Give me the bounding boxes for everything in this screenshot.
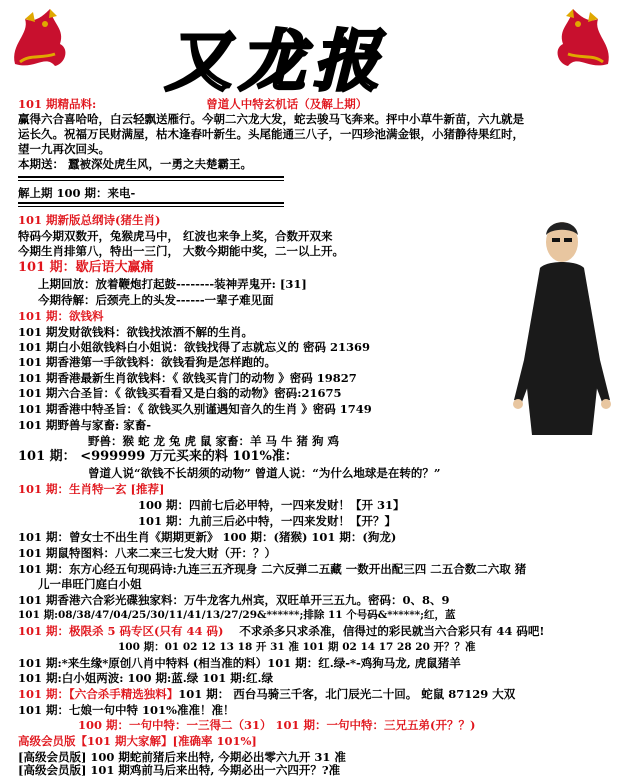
text-line: 野兽：猴 蛇 龙 兔 虎 鼠 家畜：羊 马 牛 猪 狗 鸡 — [88, 434, 340, 448]
text-line: 100 期：四前七后必甲特，一四来发财！【开 31】 — [138, 498, 405, 512]
text-line: 101 期香港最新生肖欲钱料：《 欲钱买肯门的动物 》密码 19827 — [18, 371, 357, 385]
section-heading: 101 期新版总纲诗(猪生肖) — [18, 213, 161, 227]
text-line: 100 期：01 02 12 13 18 开 31 准 101 期 02 14 17 28 20 开？？准 — [118, 641, 476, 653]
section-heading: 101 期：欲钱料 — [18, 309, 104, 323]
text-line: 望一九再次回头。 — [18, 142, 110, 156]
text-line: 101 期： <999999 万元买来的料 101%准： — [18, 449, 298, 464]
text-line: 101 期：七娘一句中特 101%准准！准！ — [18, 703, 235, 717]
section-heading: 100 期：一句中特：一三得二（31） 101 期：一句中特：三兄五弟(开？？) — [78, 718, 476, 732]
text-line: 101 期六合圣旨：《 欲钱买看看又是白翁的动物》密码:21675 — [18, 386, 342, 400]
page-title: 又龙报 — [165, 23, 387, 100]
divider — [18, 202, 284, 204]
dragon-left-icon — [5, 4, 75, 74]
text-line: 今期待解：后颈壳上的头发------一辈子难见面 — [38, 293, 274, 307]
text-line: 101 期白小姐欲钱料白小姐说：欲钱找得了志就忘义的 密码 21369 — [18, 340, 371, 354]
section-label: 101 期精品料: — [18, 97, 97, 111]
text-line: 101 期:08/38/47/04/25/30/11/41/13/27/29&******;排除 11 个号码&******;红，蓝 — [18, 609, 456, 621]
section-heading: 101 期：【六合杀手精选独料】 — [18, 687, 179, 701]
text-line: 101 期发财欲钱料：欲钱找浓酒不解的生肖。 — [18, 325, 254, 339]
text-line: 101 期：曾女士不出生肖《期期更新》 100 期：(猪猴) 101 期：(狗龙) — [18, 530, 397, 544]
text-line: 101 期野兽与家畜: 家畜- — [18, 418, 152, 432]
text-line: 解上期 100 期：来电- — [18, 186, 136, 200]
text-line: 本期送： 蠶被深处虎生风，一勇之夫楚霸王。 — [18, 157, 253, 171]
text-line: 儿一串旺门庭白小姐 — [38, 577, 142, 591]
text-line: 101 期： 西台马骑三千客，北门辰光二十回。 蛇鼠 87129 大双 — [178, 687, 516, 701]
text-line: 101 期：九前三后必中特，一四来发财！【开？】 — [138, 514, 397, 528]
dragon-right-icon — [548, 4, 618, 74]
text-line: 101 期香港中特圣旨：《 欲钱买久别谨遇知音久的生肖 》密码 1749 — [18, 402, 372, 416]
text-line: 特码今期双数开，兔猴虎马中， 红波也来争上奖，合数开双来 — [18, 229, 333, 243]
text-line: 运长久。祝福万民财满屋，枯木逢春叶新生。头尾能通三八子，一四珍池满金银，小猪静待果红时， — [18, 127, 524, 141]
text-line: 101 期香港六合彩光碟独家料：万牛龙客九州宾，双旺单开三五九。密码：0、8、9 — [18, 593, 450, 607]
section-heading: 曾道人中特玄机话（及解上期） — [206, 97, 368, 111]
section-heading: 101 期：极限杀 5 码专区(只有 44 码) — [18, 624, 224, 638]
divider — [18, 180, 284, 181]
person-photo — [512, 210, 612, 440]
text-line: [高级会员版] 101 期鸡前马后来出特, 今期必出一六四开？?准 — [18, 763, 341, 777]
text-line: 不求杀多只求杀准，信得过的彩民就当六合彩只有 44 码吧! — [239, 624, 545, 638]
text-line: 今期生肖排第八，特出一三门， 大数今期能中奖，二一以上开。 — [18, 244, 345, 258]
divider — [18, 176, 284, 178]
divider — [18, 206, 284, 207]
text-line: 赢得六合喜哈哈，白云轻飘送雁行。今朝二六龙大发，蛇去骏马飞奔来。抨中小草牛新苗，六九就是 — [18, 112, 524, 126]
text-line: 上期回放：放着鞭炮打起鼓--------装神弄鬼开: [31] — [38, 277, 307, 291]
text-line: 曾道人说“欲钱不长胡须的动物” 曾道人说：“为什么地球是在转的？” — [88, 466, 441, 480]
text-line: 101 期:白小姐两波: 100 期:蓝.绿 101 期:红.绿 — [18, 671, 274, 685]
text-line: 101 期香港第一手欲钱料：欲钱看狗是怎样跑的。 — [18, 355, 277, 369]
section-heading: 高级会员版【101 期大家解】[准确率 101%] — [18, 734, 257, 748]
text-line: 101 期鼠特图料：八来二来三七发大财（开：？） — [18, 546, 277, 560]
text-line: 101 期：东方心经五句现码诗:九连三五齐现身 二六反弹二五藏 一数开出配三四 二五合数二六取 猪 — [18, 562, 527, 576]
section-heading: 101 期：歇后语大赢痛 — [18, 260, 154, 275]
text-line: [高级会员版] 100 期蛇前猪后来出特, 今期必出零六九开 31 准 — [18, 750, 346, 764]
section-heading: 101 期：生肖特一玄 [推荐] — [18, 482, 165, 496]
text-line: 101 期:*来生缘*原创八肖中特料 (相当准的料）101 期：红.绿-*-鸡狗马龙, 虎鼠猪羊 — [18, 656, 461, 670]
